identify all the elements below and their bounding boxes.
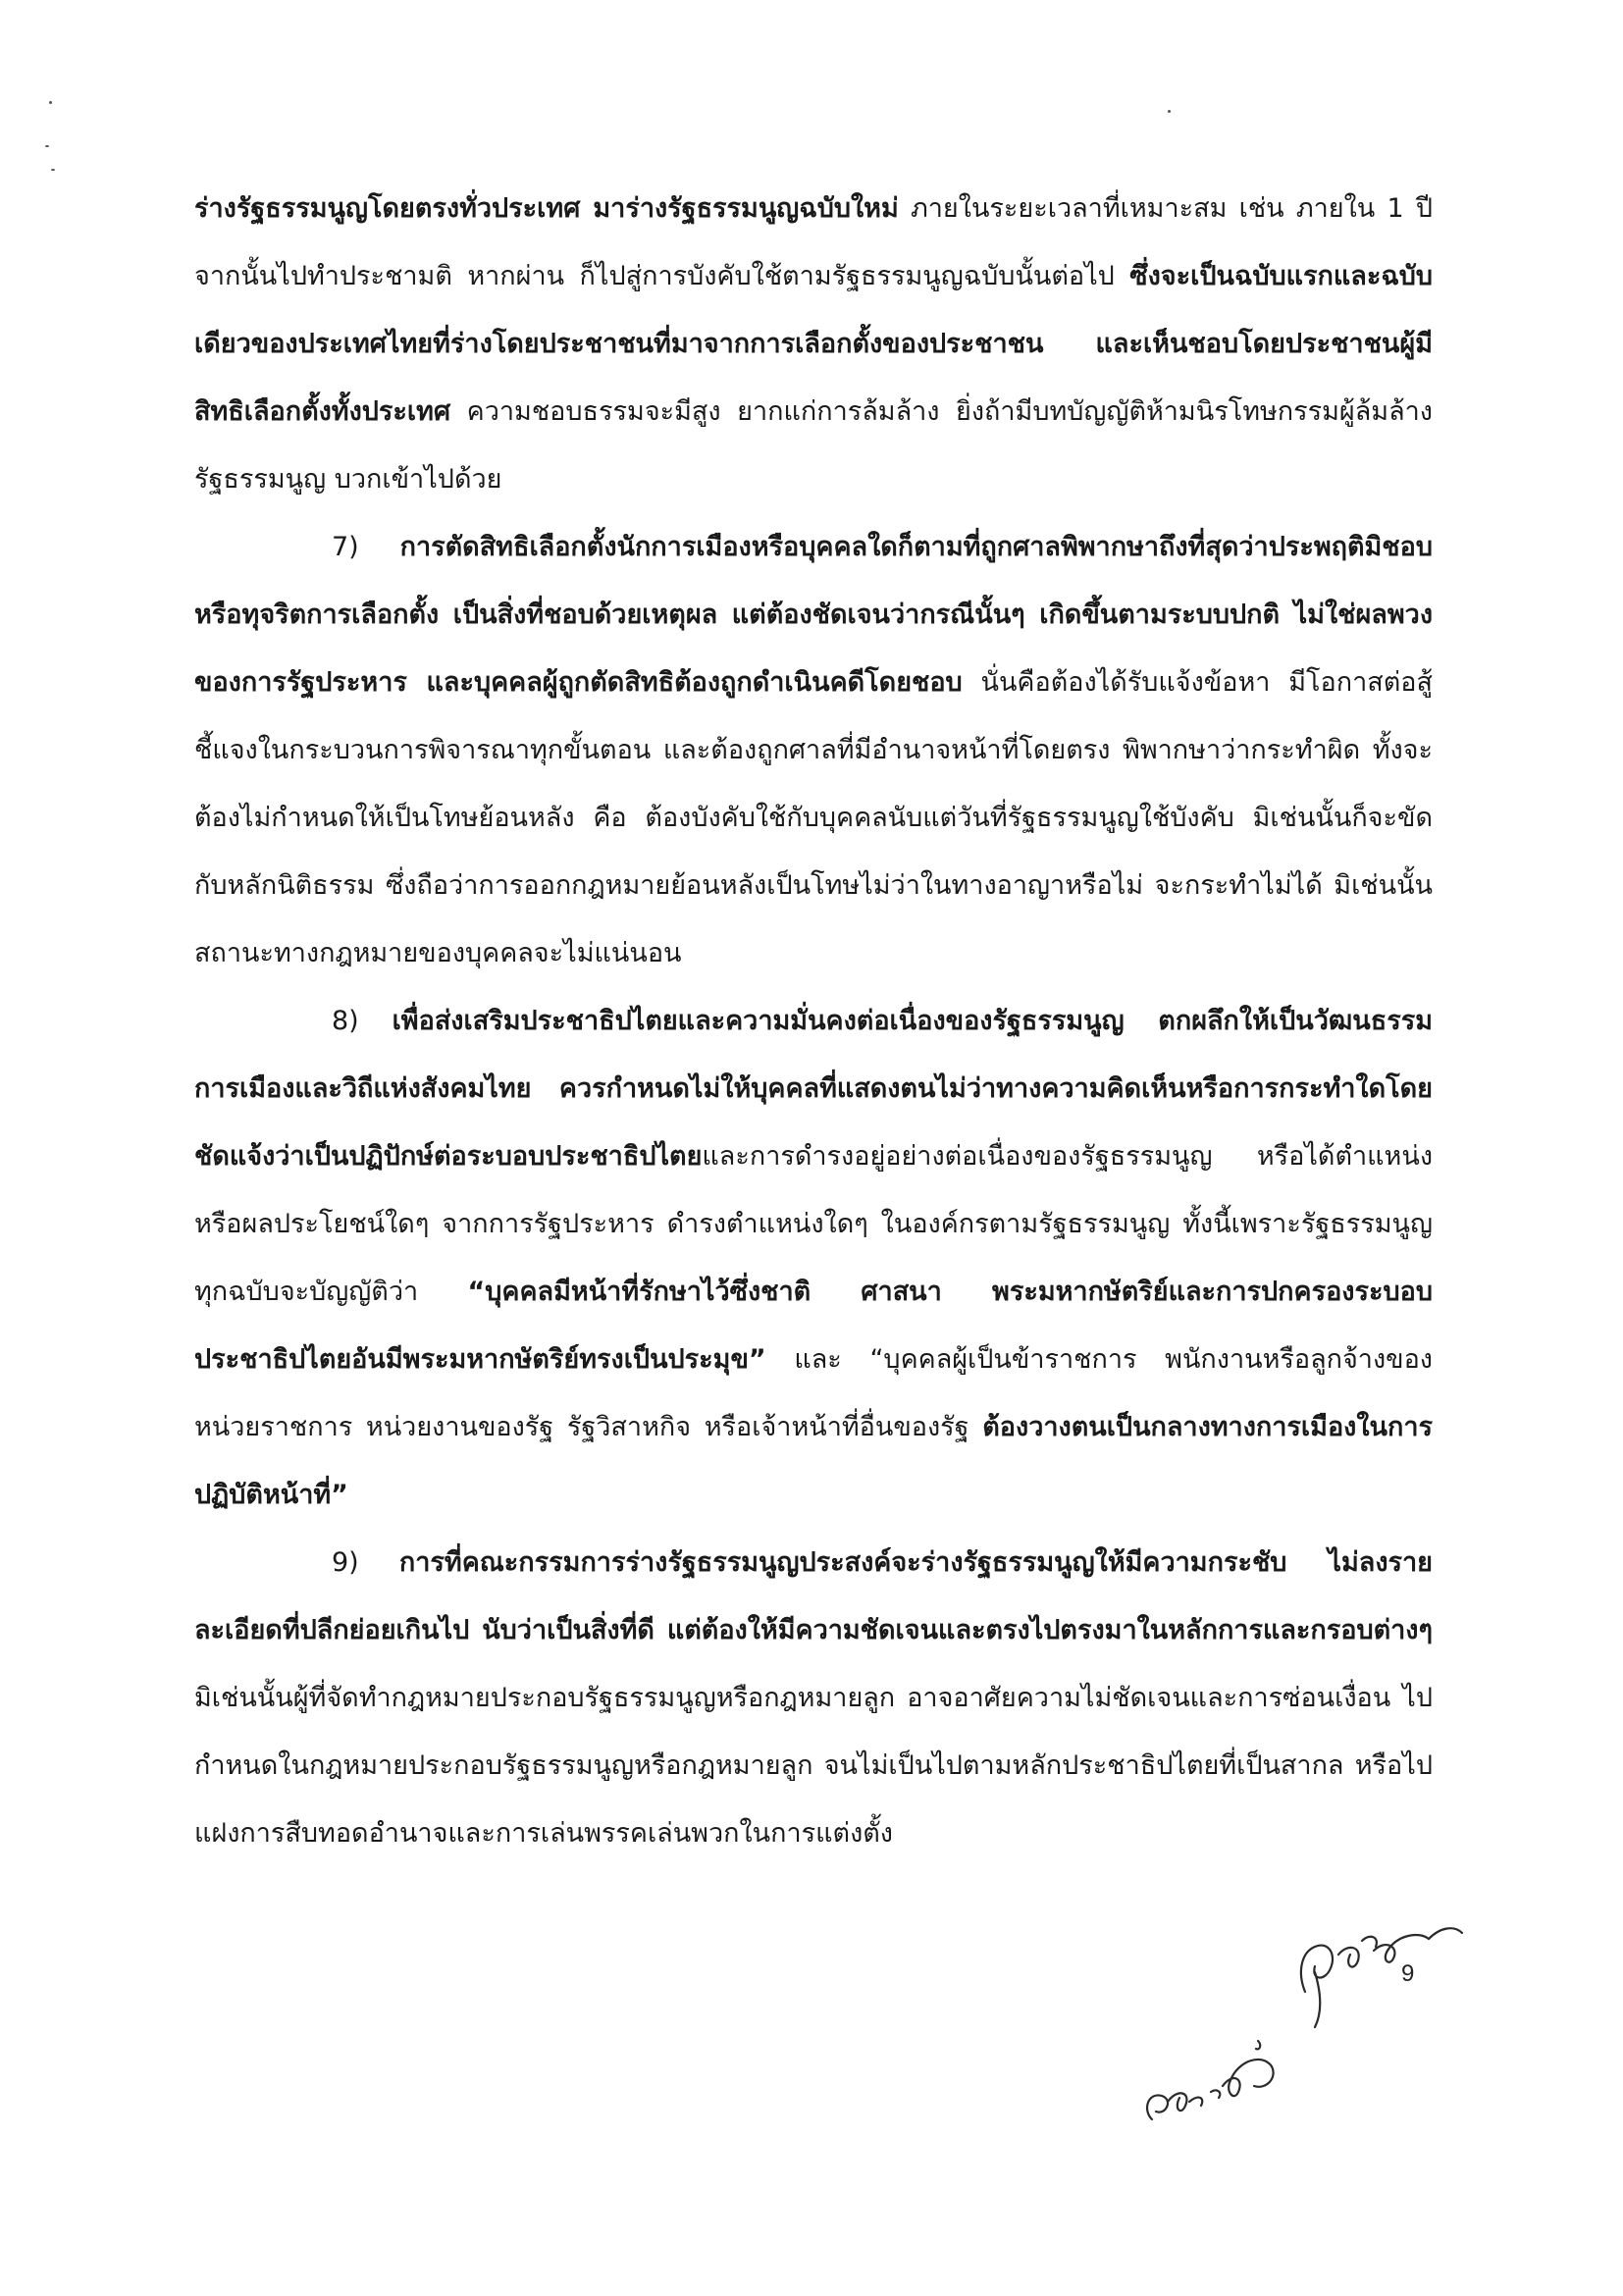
bold-text-run: ซึ่งจะเป็นฉบับแรกและฉบับเดียวของประเทศไทยที่ร่างโดยประชาชนที่มาจากการเลือกตั้งของประชาชน และเห็นชอบโดยประชาชนผู้มีสิทธิเลือกตั้งทั้งประเทศ [194,261,1433,427]
text-run: ภายในระยะเวลาที่เหมาะสม เช่น ภายใน 1 ปี จากนั้นไปทำประชามติ หากผ่าน ก็ไปสู่การบังคับใช้ตามรัฐธรรมนูญฉบับนั้นต่อไป [194,193,1433,291]
paragraph-item-9 [194,1529,1433,1867]
scan-speck [1168,110,1171,113]
bold-text-run: เพื่อส่งเสริมประชาธิปไตยและความมั่นคงต่อเนื่องของรัฐธรรมนูญ ตกผลึกให้เป็นวัฒนธรรมการเมืองและวิถีแห่งสังคมไทย ควรกำหนดไม่ให้บุคคลที่แสดงตนไม่ว่าทางความคิดเห็นหรือการกระทำใดโดยชัดแจ้งว่าเป็นปฏิปักษ์ต่อระบอบประชาธิปไตย [194,1006,1434,1172]
scan-speck [51,169,55,171]
bold-text-run: การตัดสิทธิเลือกตั้งนักการเมืองหรือบุคคลใดก็ตามที่ถูกศาลพิพากษาถึงที่สุดว่าประพฤติมิชอบหรือทุจริตการเลือกตั้ง เป็นสิ่งที่ชอบด้วยเหตุผล แต่ต้องชัดเจนว่ากรณีนั้นๆ เกิดขึ้นตามระบบปกติ ไม่ใช่ผลพวงของการรัฐประหาร และบุคคลผู้ถูกตัดสิทธิต้องถูกดำเนินคดีโดยชอบ [194,532,1433,698]
bold-text-run: “บุคคลมีหน้าที่รักษาไว้ซึ่งชาติ ศาสนา พระมหากษัตริย์และการปกครองระบอบประชาธิปไตยอันมีพระมหากษัตริย์ทรงเป็นประมุข” [194,1277,1433,1375]
text-run: นั่นคือต้องได้รับแจ้งข้อหา มีโอกาสต่อสู้ชี้แจงในกระบวนการพิจารณาทุกขั้นตอน และต้องถูกศาลที่มีอำนาจหน้าที่โดยตรง พิพากษาว่ากระทำผิด ทั้งจะต้องไม่กำหนดให้เป็นโทษย้อนหลัง คือ ต้องบังคับใช้กับบุคคลนับแต่วันที่รัฐธรรมนูญใช้บังคับ มิเช่นนั้นก็จะขัดกับหลักนิติธรรม ซึ่งถือว่าการออกกฎหมายย้อนหลังเป็นโทษไม่ว่าในทางอาญาหรือไม่ จะกระทำไม่ได้ มิเช่นนั้นสถานะทางกฎหมายของบุคคลจะไม่แน่นอน [194,667,1433,968]
bold-text-run: ต้องวางตนเป็นกลางทางการเมืองในการปฏิบัติหน้าที่” [194,1412,1433,1510]
bold-text-run: การที่คณะกรรมการร่างรัฐธรรมนูญประสงค์จะร่างรัฐธรรมนูญให้มีความกระชับ ไม่ลงรายละเอียดที่ปลีกย่อยเกินไป นับว่าเป็นสิ่งที่ดี แต่ต้องให้มีความชัดเจนและตรงไปตรงมาในหลักการและกรอบต่างๆ [194,1547,1433,1645]
bold-text-run: ร่างรัฐธรรมนูญโดยตรงทั่วประเทศ มาร่างรัฐธรรมนูญฉบับใหม่ [194,193,899,224]
scan-speck [49,101,52,104]
text-run: 8) [332,1006,393,1036]
text-run: และการดำรงอยู่อย่างต่อเนื่องของรัฐธรรมนูญ หรือได้ตำแหน่งหรือผลประโยชน์ใดๆ จากการรัฐประหาร ดำรงตำแหน่งใดๆ ในองค์กรตามรัฐธรรมนูญ ทั้งนี้เพราะรัฐธรรมนูญทุกฉบับจะบัญญัติว่า [194,1141,1433,1307]
paragraph-continuation [194,175,1433,513]
handwritten-signature [1128,1845,1521,2139]
text-run: ความชอบธรรมจะมีสูง ยากแก่การล้มล้าง ยิ่งถ้ามีบทบัญญัติห้ามนิรโทษกรรมผู้ล้มล้างรัฐธรรมนูญ บวกเข้าไปด้วย [194,396,1433,495]
page-number: 9 [1401,1960,1415,1987]
text-run: และ “บุคคลผู้เป็นข้าราชการ พนักงานหรือลูกจ้างของหน่วยราชการ หน่วยงานของรัฐ รัฐวิสาหกิจ หรือเจ้าหน้าที่อื่นของรัฐ [194,1344,1433,1442]
text-run: มิเช่นนั้นผู้ที่จัดทำกฎหมายประกอบรัฐธรรมนูญหรือกฎหมายลูก อาจอาศัยความไม่ชัดเจนและการซ่อนเงื่อน ไปกำหนดในกฎหมายประกอบรัฐธรรมนูญหรือกฎหมายลูก จนไม่เป็นไปตามหลักประชาธิปไตยที่เป็นสากล หรือไปแฝงการสืบทอดอำนาจและการเล่นพรรคเล่นพวกในการแต่งตั้ง [194,1683,1433,1849]
paragraph-item-8 [194,987,1433,1529]
text-run: 9) [332,1547,399,1578]
text-run: 7) [332,532,400,562]
paragraph-item-7 [194,513,1433,987]
scan-speck [45,145,49,147]
